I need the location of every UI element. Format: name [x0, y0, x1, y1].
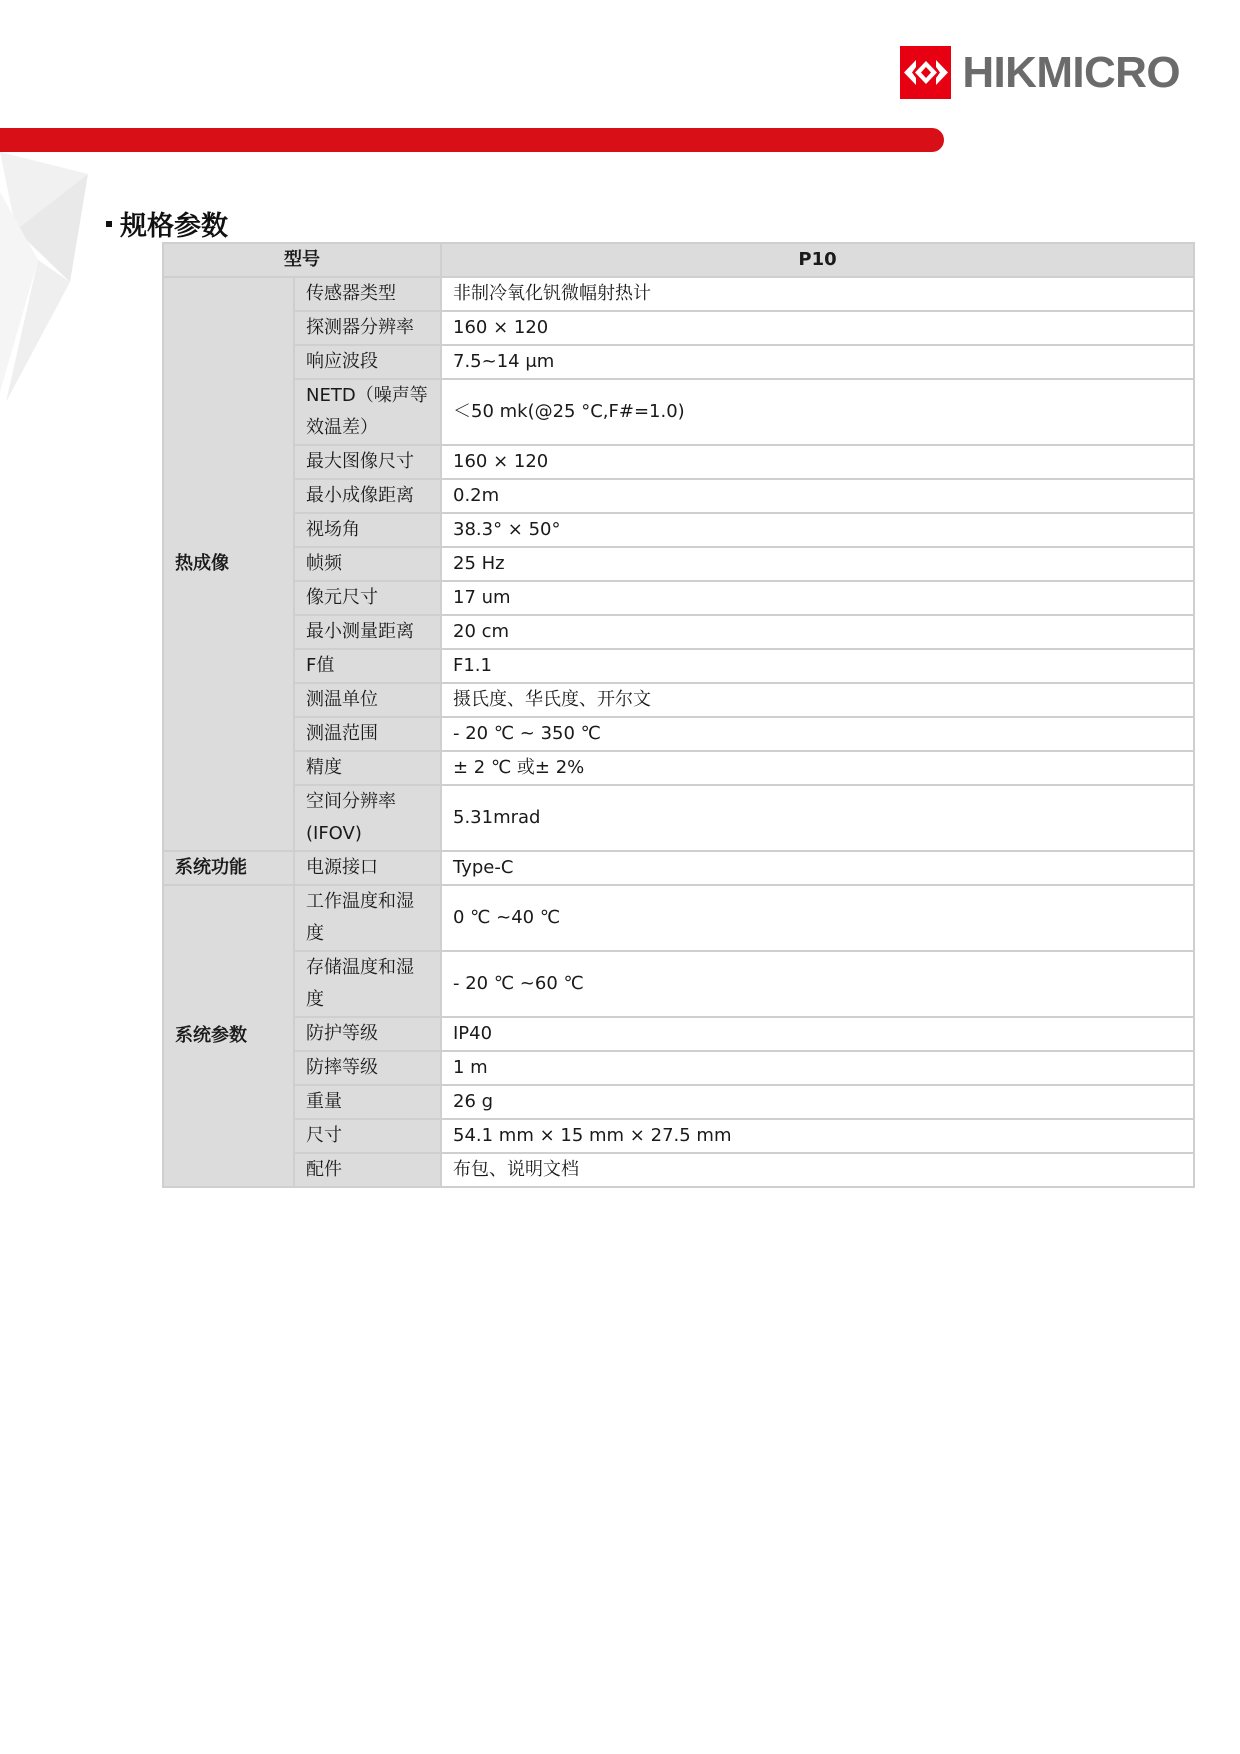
- table-row: [163, 649, 1194, 683]
- brand-logo: [900, 44, 1180, 100]
- param-cell: 探测器分辨率: [294, 311, 441, 345]
- table-row: [163, 1085, 1194, 1119]
- value-cell: 布包、说明文档: [441, 1153, 1194, 1187]
- value-cell: 25 Hz: [441, 547, 1194, 581]
- value-cell: IP40: [441, 1017, 1194, 1051]
- table-row: [163, 751, 1194, 785]
- category-cell: 热成像: [163, 277, 294, 851]
- value-cell: 160 × 120: [441, 311, 1194, 345]
- category-cell: 系统参数: [163, 885, 294, 1187]
- param-cell: F值: [294, 649, 441, 683]
- table-row: [163, 717, 1194, 751]
- table-row: [163, 445, 1194, 479]
- param-cell: 测温范围: [294, 717, 441, 751]
- value-cell: 5.31mrad: [441, 785, 1194, 851]
- table-row: [163, 277, 1194, 311]
- table-header-row: [163, 243, 1194, 277]
- value-cell: 54.1 mm × 15 mm × 27.5 mm: [441, 1119, 1194, 1153]
- value-cell: 非制冷氧化钒微幅射热计: [441, 277, 1194, 311]
- header-label: 型号: [163, 243, 441, 277]
- spec-table: [162, 242, 1195, 1188]
- table-row: [163, 379, 1194, 445]
- param-cell: 电源接口: [294, 851, 441, 885]
- table-row: [163, 581, 1194, 615]
- value-cell: 20 cm: [441, 615, 1194, 649]
- value-cell: 摄氏度、华氏度、开尔文: [441, 683, 1194, 717]
- param-cell: 像元尺寸: [294, 581, 441, 615]
- param-cell: 尺寸: [294, 1119, 441, 1153]
- value-cell: F1.1: [441, 649, 1194, 683]
- table-row: [163, 513, 1194, 547]
- param-cell: 存储温度和湿度: [294, 951, 441, 1017]
- param-cell: 视场角: [294, 513, 441, 547]
- value-cell: - 20 ℃ ~ 350 ℃: [441, 717, 1194, 751]
- param-cell: NETD（噪声等效温差）: [294, 379, 441, 445]
- table-row: [163, 683, 1194, 717]
- param-cell: 工作温度和湿度: [294, 885, 441, 951]
- param-cell: 重量: [294, 1085, 441, 1119]
- table-row: [163, 1153, 1194, 1187]
- value-cell: 0 ℃ ~40 ℃: [441, 885, 1194, 951]
- table-row: [163, 1119, 1194, 1153]
- value-cell: 17 um: [441, 581, 1194, 615]
- value-cell: Type-C: [441, 851, 1194, 885]
- header-red-bar: [0, 128, 944, 152]
- param-cell: 空间分辨率(IFOV): [294, 785, 441, 851]
- decorative-shards: [0, 152, 100, 402]
- param-cell: 测温单位: [294, 683, 441, 717]
- table-row: [163, 1051, 1194, 1085]
- table-row: [163, 851, 1194, 885]
- table-row: [163, 479, 1194, 513]
- table-row: [163, 785, 1194, 851]
- value-cell: ± 2 ℃ 或± 2%: [441, 751, 1194, 785]
- param-cell: 最大图像尺寸: [294, 445, 441, 479]
- param-cell: 传感器类型: [294, 277, 441, 311]
- value-cell: 160 × 120: [441, 445, 1194, 479]
- value-cell: 38.3° × 50°: [441, 513, 1194, 547]
- param-cell: 防护等级: [294, 1017, 441, 1051]
- param-cell: 精度: [294, 751, 441, 785]
- section-title: [106, 204, 228, 243]
- bullet-icon: [106, 221, 112, 227]
- category-cell: 系统功能: [163, 851, 294, 885]
- table-row: [163, 1017, 1194, 1051]
- param-cell: 防摔等级: [294, 1051, 441, 1085]
- value-cell: 7.5~14 μm: [441, 345, 1194, 379]
- value-cell: 1 m: [441, 1051, 1194, 1085]
- table-row: [163, 547, 1194, 581]
- value-cell: 26 g: [441, 1085, 1194, 1119]
- table-row: [163, 345, 1194, 379]
- hikmicro-mark-icon: [900, 46, 951, 99]
- header-model: P10: [441, 243, 1194, 277]
- param-cell: 最小成像距离: [294, 479, 441, 513]
- brand-name: HIKMICRO: [962, 47, 1180, 97]
- table-row: [163, 311, 1194, 345]
- table-row: [163, 885, 1194, 951]
- param-cell: 配件: [294, 1153, 441, 1187]
- param-cell: 响应波段: [294, 345, 441, 379]
- value-cell: ＜50 mk(@25 °C,F#=1.0): [441, 379, 1194, 445]
- table-row: [163, 951, 1194, 1017]
- param-cell: 帧频: [294, 547, 441, 581]
- value-cell: 0.2m: [441, 479, 1194, 513]
- param-cell: 最小测量距离: [294, 615, 441, 649]
- section-title-text: 规格参数: [120, 211, 228, 242]
- value-cell: - 20 ℃ ~60 ℃: [441, 951, 1194, 1017]
- table-row: [163, 615, 1194, 649]
